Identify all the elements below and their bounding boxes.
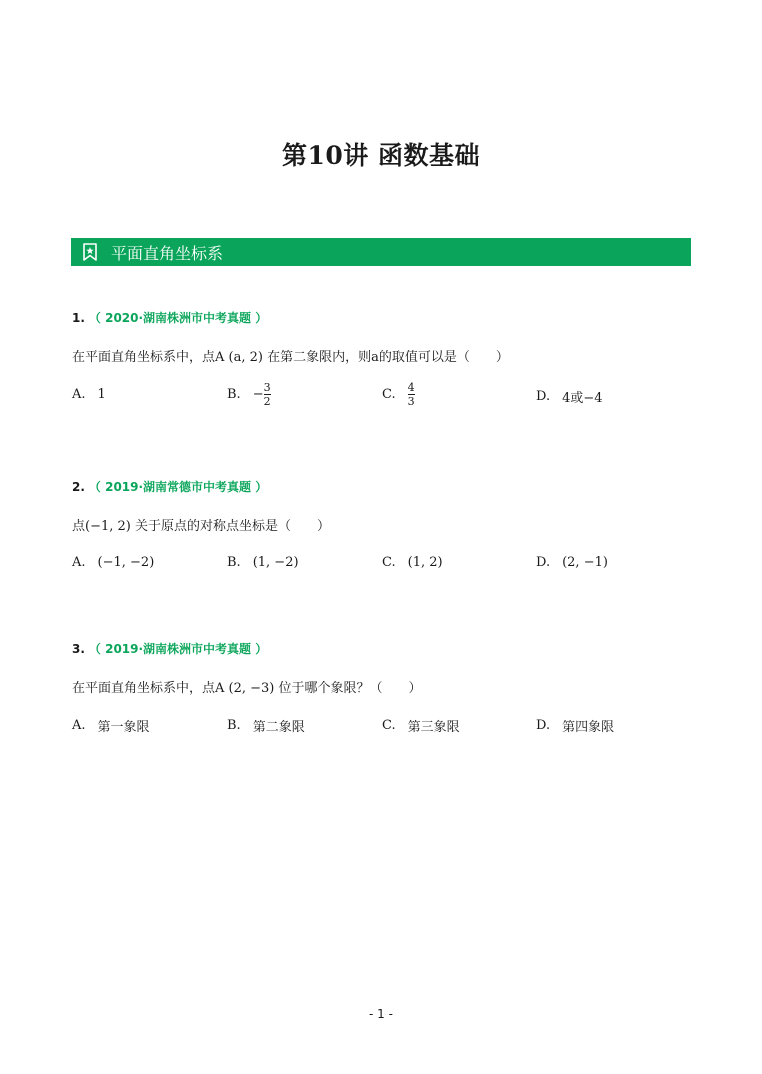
question-3-option-a[interactable] [72, 716, 150, 735]
question-3-header [72, 640, 267, 657]
question-number: 3. [72, 642, 85, 656]
question-3-option-d[interactable] [536, 716, 614, 735]
option-sign: − [252, 387, 264, 402]
option-value: 第三象限 [407, 720, 460, 735]
question-2-option-b[interactable] [227, 555, 299, 570]
option-label: A. [72, 387, 86, 402]
option-label: A. [72, 555, 86, 570]
question-2-option-c[interactable] [382, 555, 443, 570]
question-1-option-c[interactable] [382, 381, 415, 408]
option-value: 第一象限 [97, 720, 150, 735]
option-value: 4或−4 [562, 391, 603, 406]
option-label: C. [382, 387, 396, 402]
question-number: 1. [72, 311, 85, 325]
option-value: (2, −1) [562, 555, 608, 570]
bookmark-star-icon [81, 243, 99, 261]
question-source: （ 2019·湖南常德市中考真题 ） [88, 480, 268, 494]
question-1-option-b[interactable] [227, 381, 271, 408]
question-2-option-a[interactable] [72, 555, 154, 570]
question-3-stem: 在平面直角坐标系中，点A (2, −3) 位于哪个象限？（ ） [72, 681, 422, 696]
option-label: B. [227, 387, 241, 402]
question-1-option-d[interactable] [536, 387, 603, 406]
question-1-option-a[interactable] [72, 387, 106, 402]
option-label: C. [382, 718, 396, 733]
option-label: A. [72, 718, 86, 733]
fraction-numerator: 4 [407, 381, 415, 394]
option-value: (1, 2) [407, 555, 443, 570]
question-source: （ 2019·湖南株洲市中考真题 ） [88, 642, 268, 656]
question-1-header [72, 309, 267, 326]
fraction-denominator: 3 [407, 395, 415, 408]
question-2-stem: 点(−1, 2) 关于原点的对称点坐标是（ ） [72, 519, 330, 534]
option-value: (−1, −2) [97, 555, 155, 570]
question-2-option-d[interactable] [536, 555, 608, 570]
option-label: D. [536, 718, 551, 733]
option-value: 第二象限 [252, 720, 305, 735]
question-1-stem: 在平面直角坐标系中，点A (a, 2) 在第二象限内，则a的取值可以是（ ） [72, 350, 509, 365]
section-label: 平面直角坐标系 [111, 243, 224, 263]
question-2-header [72, 478, 267, 495]
option-label: B. [227, 555, 241, 570]
fraction-denominator: 2 [263, 395, 271, 408]
question-source: （ 2020·湖南株洲市中考真题 ） [88, 311, 268, 325]
question-number: 2. [72, 480, 85, 494]
question-3-option-b[interactable] [227, 716, 305, 735]
option-value: (1, −2) [252, 555, 299, 570]
fraction [264, 381, 271, 408]
option-label: B. [227, 718, 241, 733]
page-number: - 1 - [369, 1007, 393, 1021]
page-title: 第10讲 函数基础 [282, 141, 480, 170]
fraction [408, 381, 415, 408]
option-label: D. [536, 389, 551, 404]
option-value: 1 [97, 387, 106, 402]
option-label: C. [382, 555, 396, 570]
option-value: 第四象限 [562, 720, 615, 735]
section-header [71, 238, 691, 266]
option-label: D. [536, 555, 551, 570]
question-3-option-c[interactable] [382, 716, 460, 735]
fraction-numerator: 3 [263, 381, 271, 394]
